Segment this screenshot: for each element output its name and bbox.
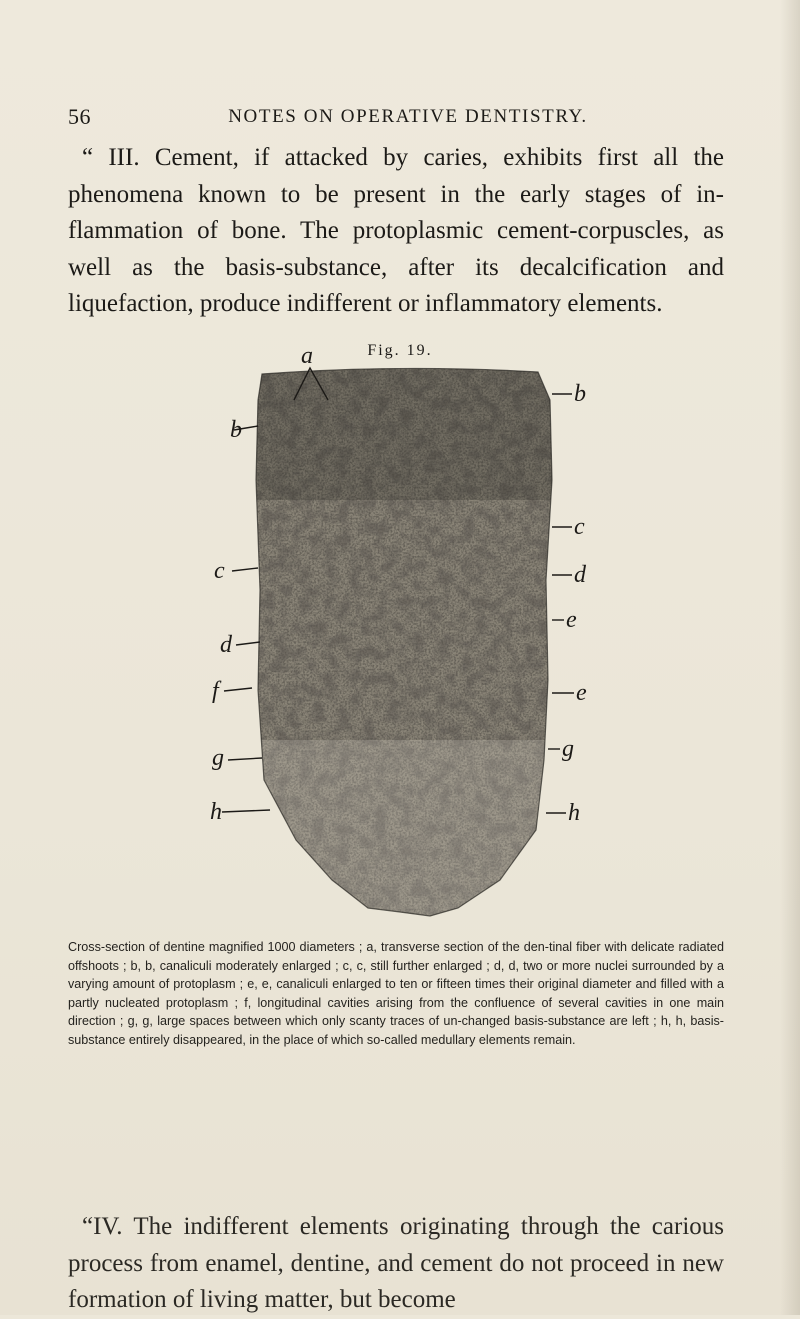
figure-illustration bbox=[200, 360, 600, 920]
figure-letter-left-f: f bbox=[212, 678, 219, 704]
figure-letter-left-d: d bbox=[220, 632, 232, 658]
paragraph-iii: “ III. Cement, if attacked by caries, exhibits first all the phenomena known to be present in the early stages of in-flammation of bone. The protoplasmic cement-corpuscles, as well as the basis-substance, after its decalcification and liquefaction, produce indifferent or inflammatory elements. bbox=[68, 144, 724, 317]
page-number: 56 bbox=[68, 104, 91, 129]
figure-letter-left-h: h bbox=[210, 799, 222, 825]
figure-letter-a: a bbox=[301, 343, 313, 369]
figure-letter-right-h: h bbox=[568, 800, 580, 826]
figure-letter-left-b: b bbox=[230, 417, 242, 443]
page-edge-shadow bbox=[780, 0, 800, 1315]
running-title: NOTES ON OPERATIVE DENTISTRY. bbox=[228, 106, 588, 127]
figure-letter-right-c: c bbox=[574, 514, 585, 540]
figure-letter-right-e-1: e bbox=[566, 607, 577, 633]
figure-letter-left-g: g bbox=[212, 745, 224, 771]
figure-letter-right-e-2: e bbox=[576, 680, 587, 706]
figure-letter-right-b: b bbox=[574, 381, 586, 407]
figure-letter-right-d: d bbox=[574, 562, 586, 588]
figure-letter-right-g: g bbox=[562, 736, 574, 762]
running-head bbox=[68, 104, 748, 134]
figure-caption: Cross-section of dentine magnified 1000 diameters ; a, transverse section of the den-tinal fiber with delicate radiated offshoots ; b, b, canaliculi moderately enlarged ; c, c, still further enlarged ; d, d, two or more nuclei surrounded by a varying amount of protoplasm ; e, e, canaliculi enlarged to ten or fifteen times their original diameter and filled with a partly nucleated protoplasm ; f, longitudinal cavities arising from the confluence of several cavities in one main direction ; g, g, large spaces between which only scanty traces of un-changed basis-substance are left ; h, h, basis-substance entirely disappeared, in the place of which so-called medullary elements remain. bbox=[68, 940, 724, 1047]
figure-label: Fig. 19. bbox=[367, 342, 433, 359]
paragraph-iv: “IV. The indifferent elements originating through the carious process from enamel, dentine, and cement do not proceed in new formation of living matter, but become bbox=[68, 1213, 724, 1313]
figure-letter-left-c: c bbox=[214, 558, 225, 584]
